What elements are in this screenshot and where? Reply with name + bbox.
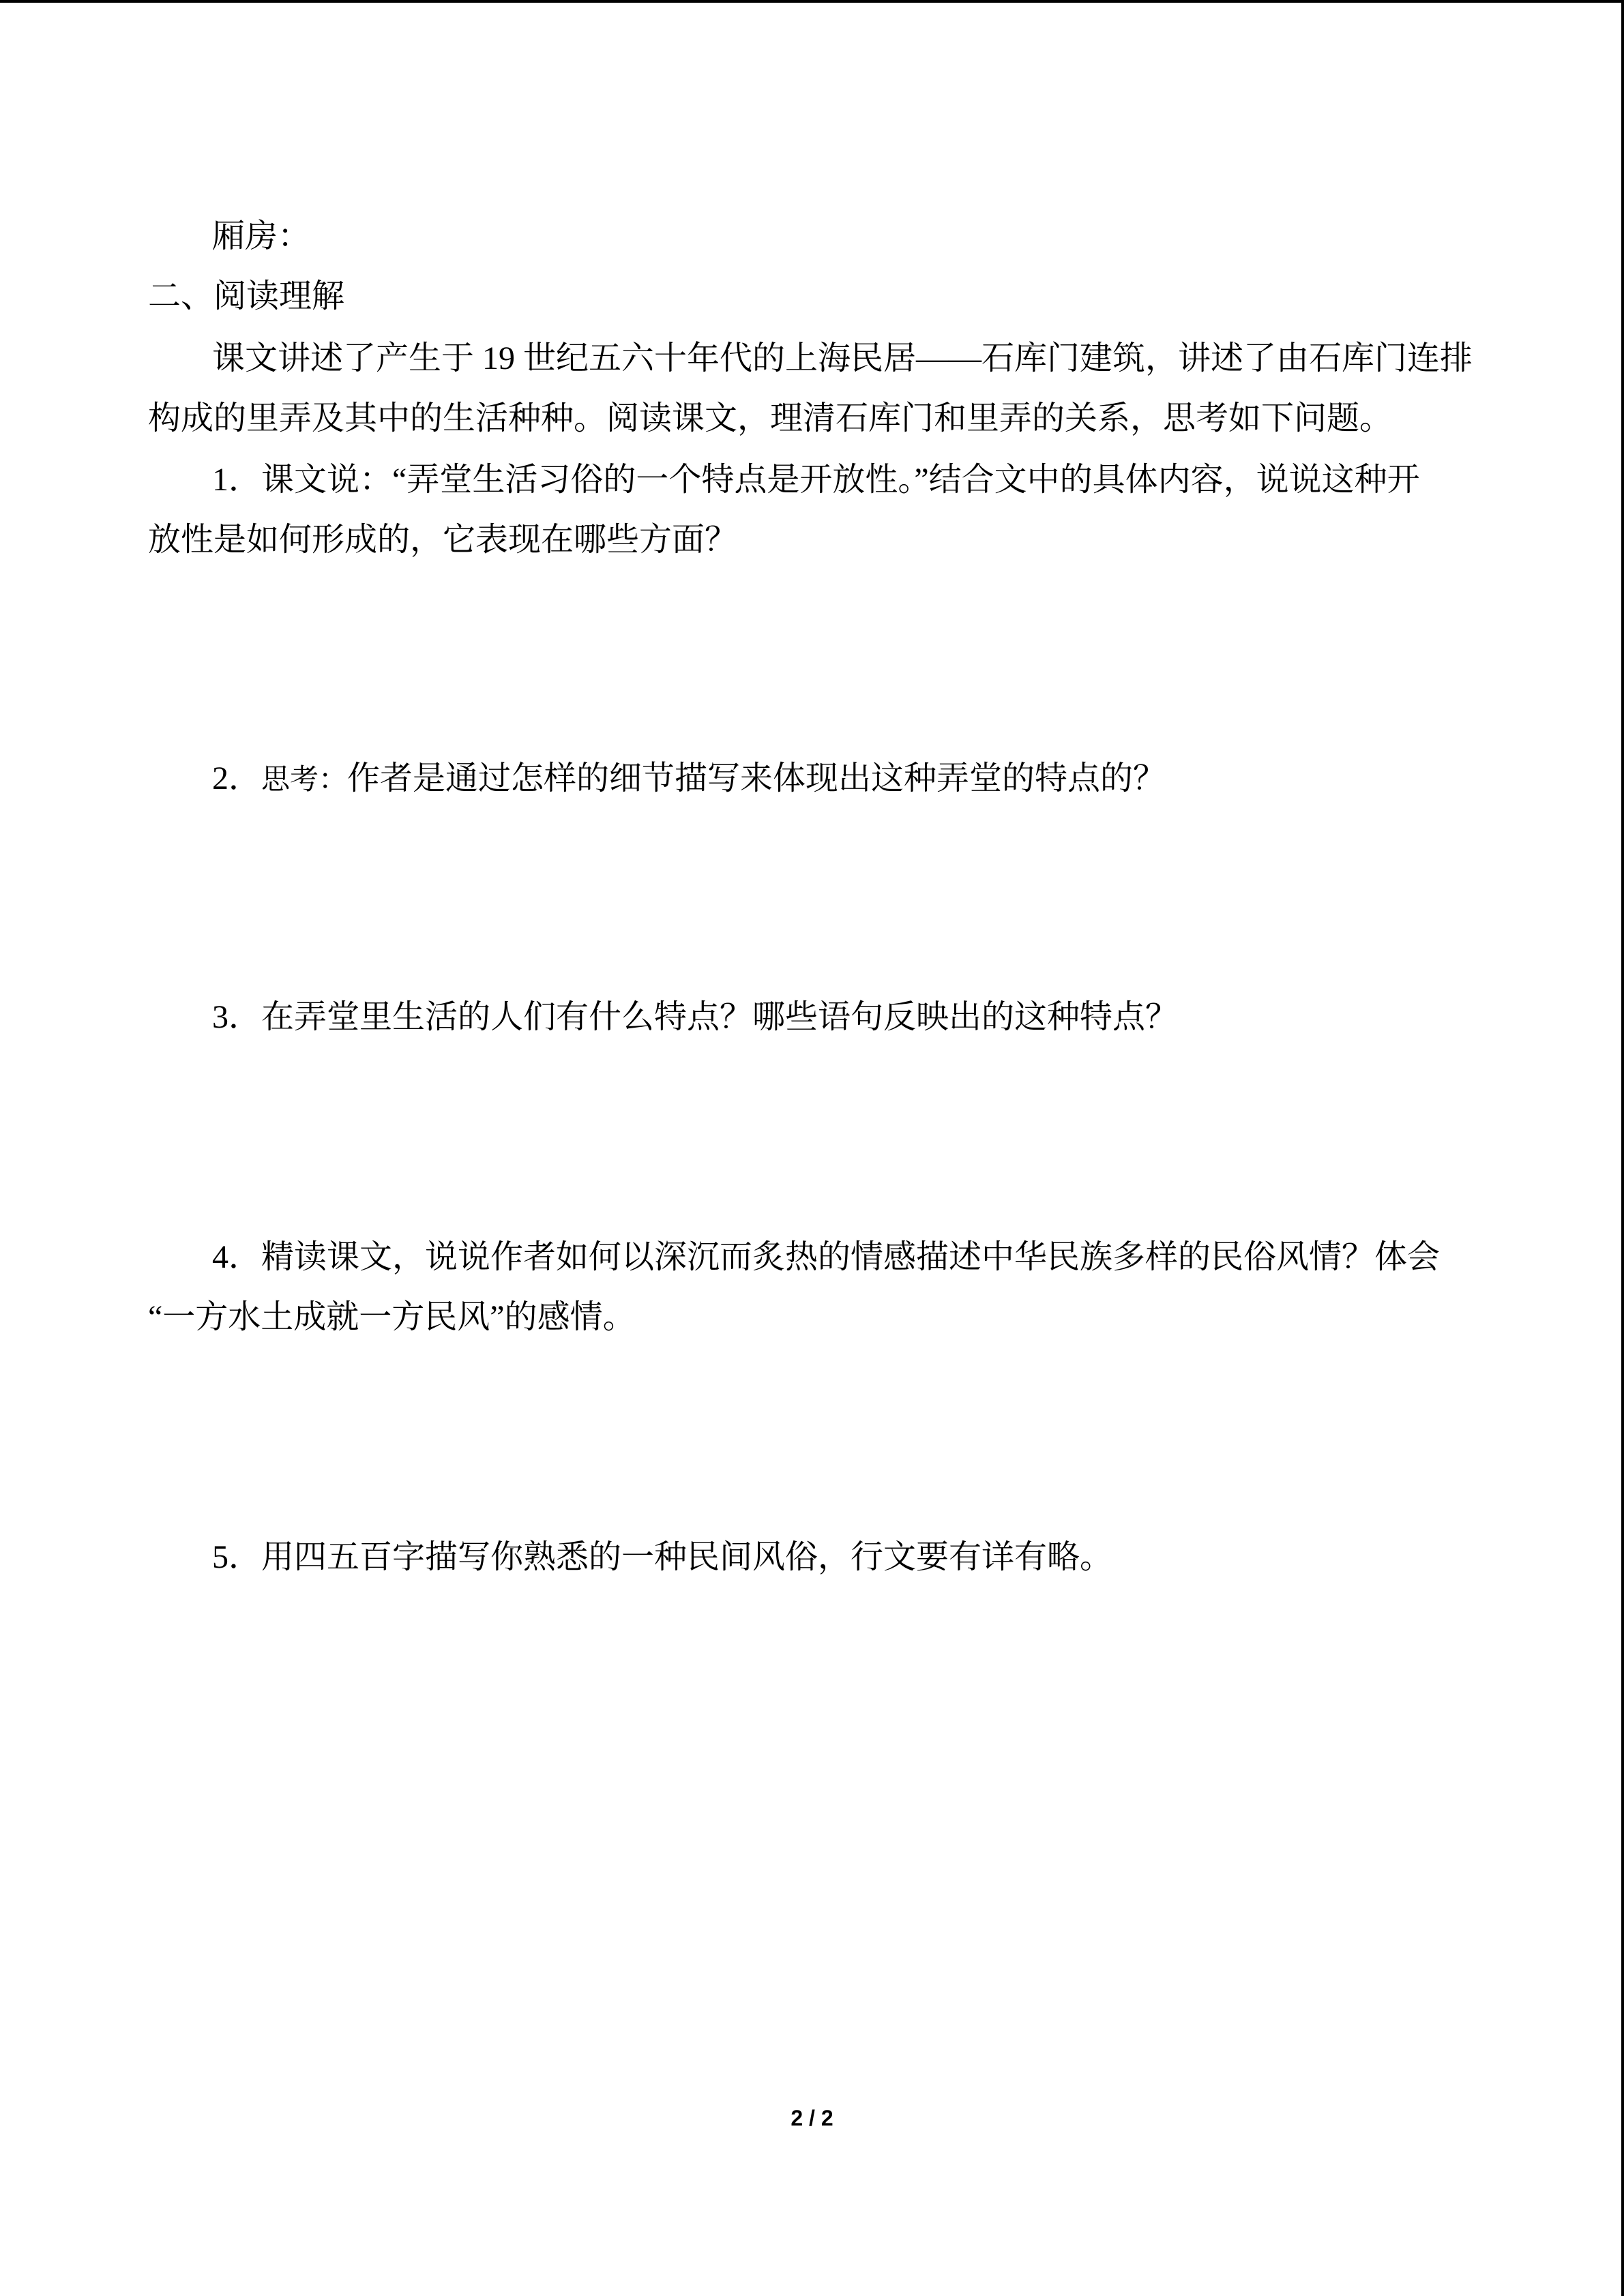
question-2-text: 作者是通过怎样的细节描写来体现出这种弄堂的特点的？ xyxy=(347,760,1166,796)
xiangfang-label: 厢房： xyxy=(212,218,311,254)
section-heading-reading-comprehension: 二、阅读理解 xyxy=(148,278,345,314)
question-4-text: 精读课文，说说作者如何以深沉而炙热的情感描述中华民族多样的民俗风情？体会 xyxy=(261,1239,1441,1275)
question-4-line-2: “一方水土成就一方民风”的感情。 xyxy=(148,1299,636,1335)
intro-line-2: 构成的里弄及其中的生活种种。阅读课文，理清石库门和里弄的关系，思考如下问题。 xyxy=(148,400,1393,436)
question-1-number: 1． xyxy=(212,462,262,498)
question-1-line-2: 放性是如何形成的，它表现在哪些方面？ xyxy=(148,522,738,558)
question-3-number: 3． xyxy=(212,999,262,1035)
question-1-line-1 xyxy=(212,460,1420,501)
question-3 xyxy=(212,997,1178,1038)
page-number: 2 / 2 xyxy=(791,2106,833,2130)
question-5-number: 5． xyxy=(212,1539,262,1575)
question-5-text: 用四五百字描写你熟悉的一种民间风俗，行文要有详有略。 xyxy=(261,1539,1113,1575)
question-4-line-1 xyxy=(212,1237,1440,1278)
question-3-text: 在弄堂里生活的人们有什么特点？哪些语句反映出的这种特点？ xyxy=(261,999,1179,1035)
intro-line-1: 课文讲述了产生于 19 世纪五六十年代的上海民居——石库门建筑，讲述了由石库门连排 xyxy=(212,340,1473,376)
question-1-text: 课文说：“弄堂生活习俗的一个特点是开放性。”结合文中的具体内容，说说这种开 xyxy=(261,462,1420,498)
question-2 xyxy=(212,758,1166,799)
question-4-number: 4． xyxy=(212,1239,262,1275)
question-2-prefix: 思考： xyxy=(261,764,348,796)
question-2-number: 2． xyxy=(212,760,262,796)
question-5 xyxy=(212,1537,1112,1578)
